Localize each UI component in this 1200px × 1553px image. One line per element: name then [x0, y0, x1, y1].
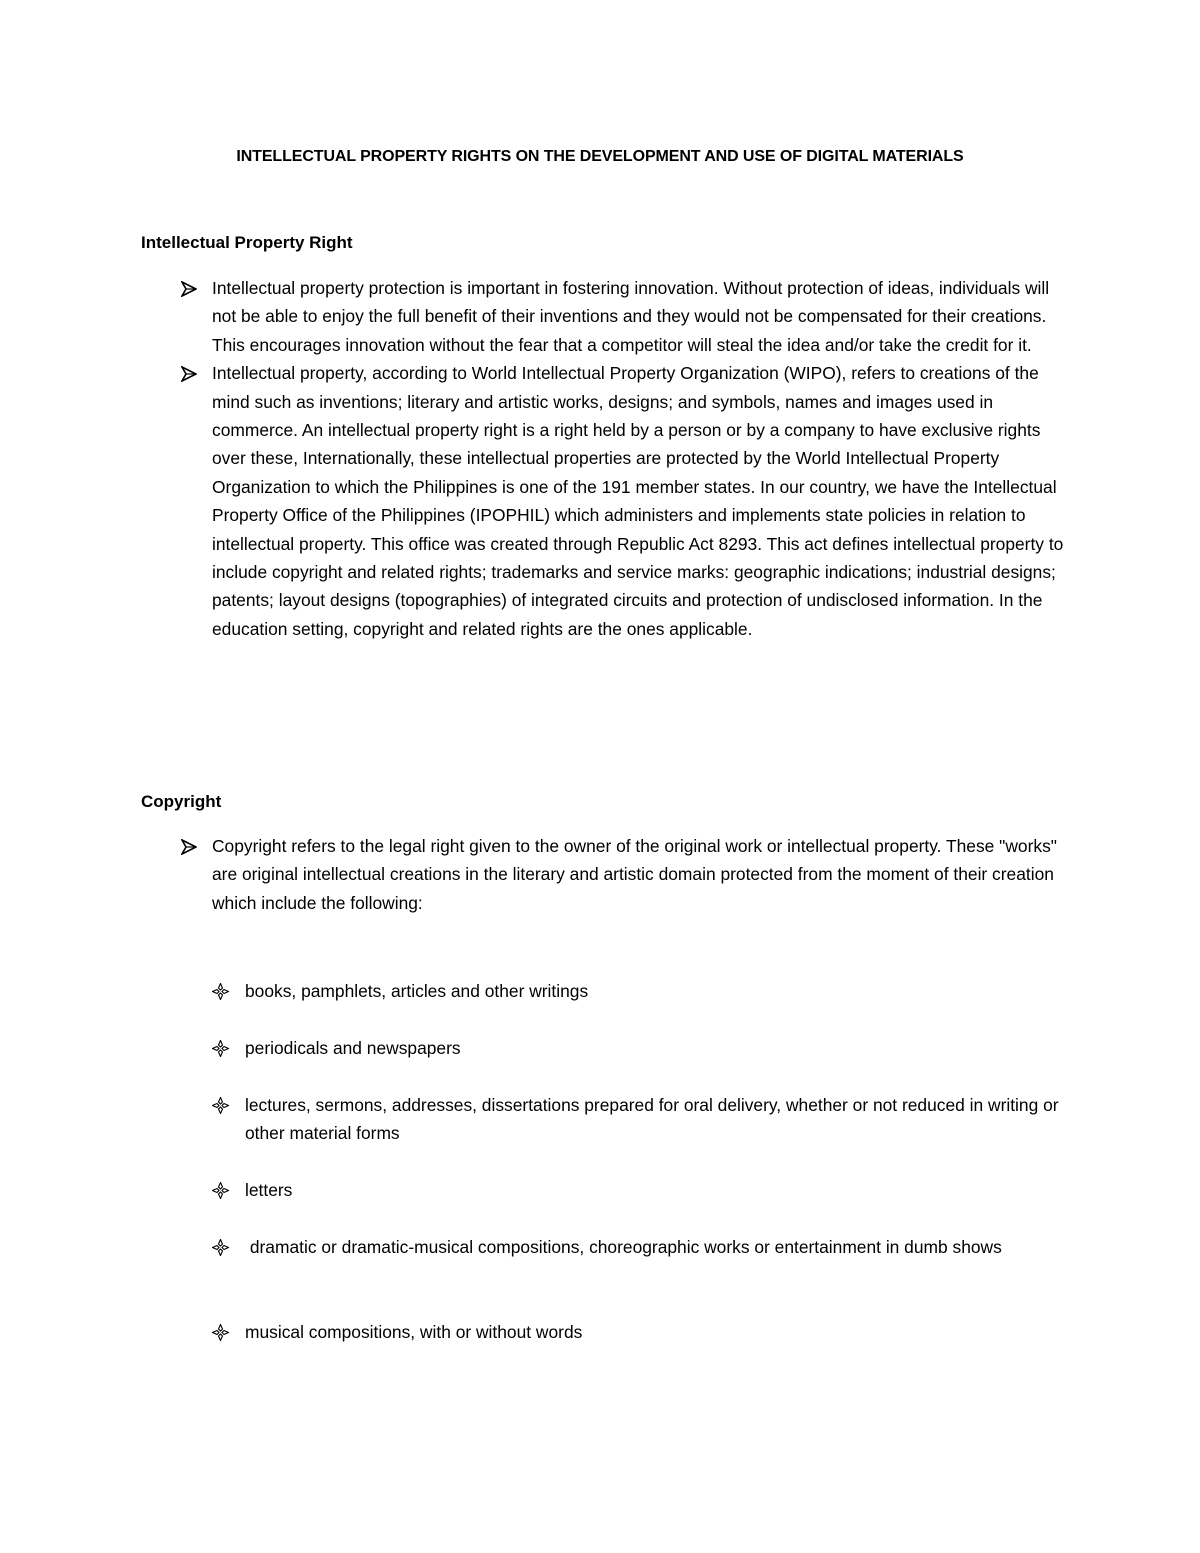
arrow-bullet-icon	[181, 281, 197, 297]
sub-bullet-text: letters	[245, 1180, 293, 1200]
bullet-text: Copyright refers to the legal right given to the owner of the original work or intellectual property. These "works" are original intellectual creations in the literary and artistic domain protected from the moment of their creation which include the following:	[212, 836, 1057, 913]
section-heading-intellectual-property-right: Intellectual Property Right	[141, 233, 353, 252]
four-diamond-bullet-icon	[212, 1239, 229, 1256]
list-item	[141, 832, 1071, 917]
list-item	[141, 359, 1071, 643]
works-sub-list	[210, 1176, 1080, 1204]
list-item	[210, 1091, 1080, 1148]
list-item	[210, 1318, 1080, 1346]
list-item	[210, 977, 1080, 1005]
sub-bullet-text: books, pamphlets, articles and other writings	[245, 981, 589, 1001]
sub-bullet-text: dramatic or dramatic-musical compositions, choreographic works or entertainment in dumb shows	[245, 1237, 1002, 1257]
sub-bullet-text: musical compositions, with or without words	[245, 1322, 583, 1342]
four-diamond-bullet-icon	[212, 1324, 229, 1341]
works-sub-list	[210, 1034, 1080, 1062]
sub-bullet-text: lectures, sermons, addresses, dissertations prepared for oral delivery, whether or not reduced in writing or other material forms	[245, 1095, 1059, 1144]
list-item	[210, 1233, 1080, 1261]
copyright-bullet-list	[141, 832, 1071, 917]
works-sub-list	[210, 977, 1080, 1005]
works-sub-list	[210, 1318, 1080, 1346]
section-heading-copyright: Copyright	[141, 792, 222, 811]
four-diamond-bullet-icon	[212, 1097, 229, 1114]
list-item	[210, 1176, 1080, 1204]
list-item	[141, 274, 1071, 359]
ipr-bullet-list	[141, 274, 1071, 643]
document-title: INTELLECTUAL PROPERTY RIGHTS ON THE DEVELOPMENT AND USE OF DIGITAL MATERIALS	[236, 148, 964, 165]
list-item	[210, 1034, 1080, 1062]
arrow-bullet-icon	[181, 366, 197, 382]
bullet-text: Intellectual property protection is important in fostering innovation. Without protection of ideas, individuals will not be able to enjoy the full benefit of their inventions and they would not be compensated for their creations. This encourages innovation without the fear that a competitor will steal the idea and/or take the credit for it.	[212, 278, 1050, 355]
works-sub-list	[210, 1233, 1080, 1261]
four-diamond-bullet-icon	[212, 1040, 229, 1057]
sub-bullet-text: periodicals and newspapers	[245, 1038, 461, 1058]
four-diamond-bullet-icon	[212, 983, 229, 1000]
works-sub-list	[210, 1091, 1080, 1148]
arrow-bullet-icon	[181, 839, 197, 855]
four-diamond-bullet-icon	[212, 1182, 229, 1199]
bullet-text: Intellectual property, according to World Intellectual Property Organization (WIPO), refers to creations of the mind such as inventions; literary and artistic works, designs; and symbols, names and images used in commerce. An intellectual property right is a right held by a person or by a company to have exclusive rights over these, Internationally, these intellectual properties are protected by the World Intellectual Property Organization to which the Philippines is one of the 191 member states. In our country, we have the Intellectual Property Office of the Philippines (IPOPHIL) which administers and implements state policies in relation to intellectual property. This office was created through Republic Act 8293. This act defines intellectual property to include copyright and related rights; trademarks and service marks: geographic indications; industrial designs; patents; layout designs (topographies) of integrated circuits and protection of undisclosed information. In the education setting, copyright and related rights are the ones applicable.	[212, 363, 1064, 639]
